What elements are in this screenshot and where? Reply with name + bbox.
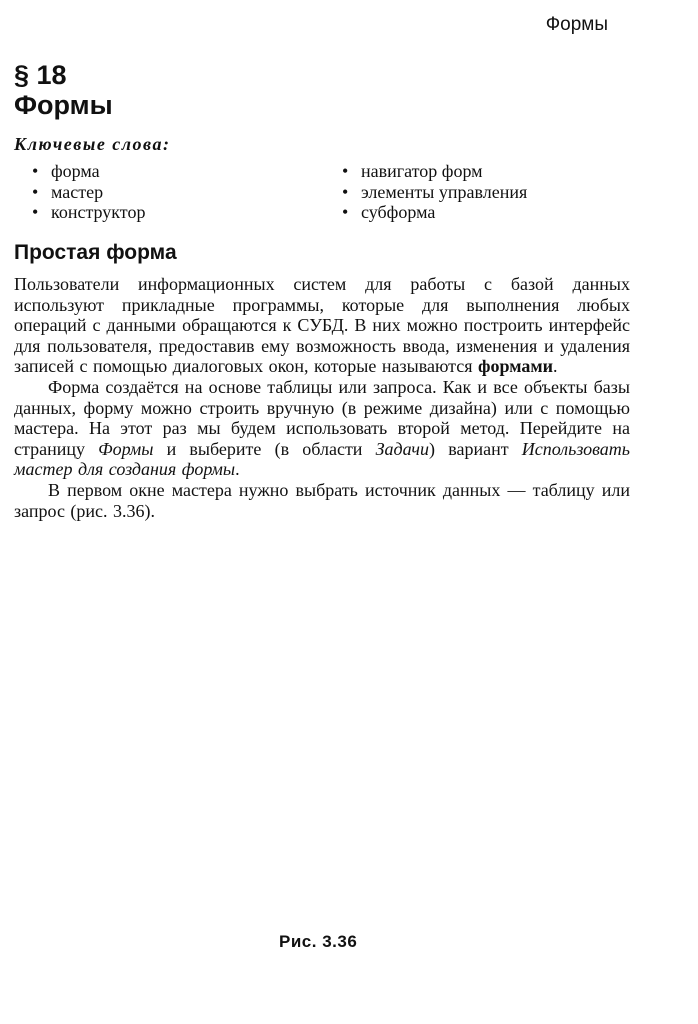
keyword-item: • навигатор форм [342, 161, 527, 182]
keyword-item: • элементы управления [342, 182, 527, 203]
keyword-item: • субформа [342, 202, 527, 223]
term-italic: Задачи [375, 438, 430, 459]
paragraph-text: . [235, 459, 240, 480]
figure-caption: Рис. 3.36 [279, 932, 358, 951]
term-italic: Формы [98, 438, 154, 459]
keywords-heading: Ключевые слова: [14, 134, 171, 154]
paragraph-text: и выберите (в области [153, 438, 376, 459]
section-number: § 18 [14, 60, 67, 90]
term-bold: формами [478, 356, 553, 377]
section-title: Формы [14, 90, 113, 120]
paragraph-text: Пользователи информационных систем для работы с базой данных используют прикладные программы, которые для выполнения любых операций с данными обращаются к СУБД. В них можно построить интерфейс для пользователя, предоставив ему возможность ввода, изменения и удаления записей с помощью диалоговых окон, которые называются [14, 274, 630, 377]
subsection-title: Простая форма [14, 241, 177, 264]
paragraph-text: . [552, 356, 558, 377]
keyword-item: • форма [32, 161, 145, 182]
keyword-item: • мастер [32, 182, 145, 203]
keyword-item: • конструктор [32, 202, 145, 223]
term-italic: Использовать мастер для создания формы [14, 438, 630, 480]
paragraph [14, 377, 630, 480]
paragraph-text: ) вариант [429, 438, 522, 459]
paragraph-text: Форма создаётся на основе таблицы или запроса. Как и все объекты базы данных, форму можно строить вручную (в режиме дизайна) или с помощью мастера. На этот раз мы будем использовать второй метод. Перейдите на страницу [14, 376, 630, 459]
body-text [14, 274, 630, 521]
running-head: Формы [545, 14, 608, 35]
keywords-list-right [342, 161, 527, 223]
keywords-list-left [32, 161, 145, 223]
paragraph [14, 274, 630, 377]
paragraph: В первом окне мастера нужно выбрать источник данных — таблицу или запрос (рис. 3.36). [14, 479, 630, 521]
